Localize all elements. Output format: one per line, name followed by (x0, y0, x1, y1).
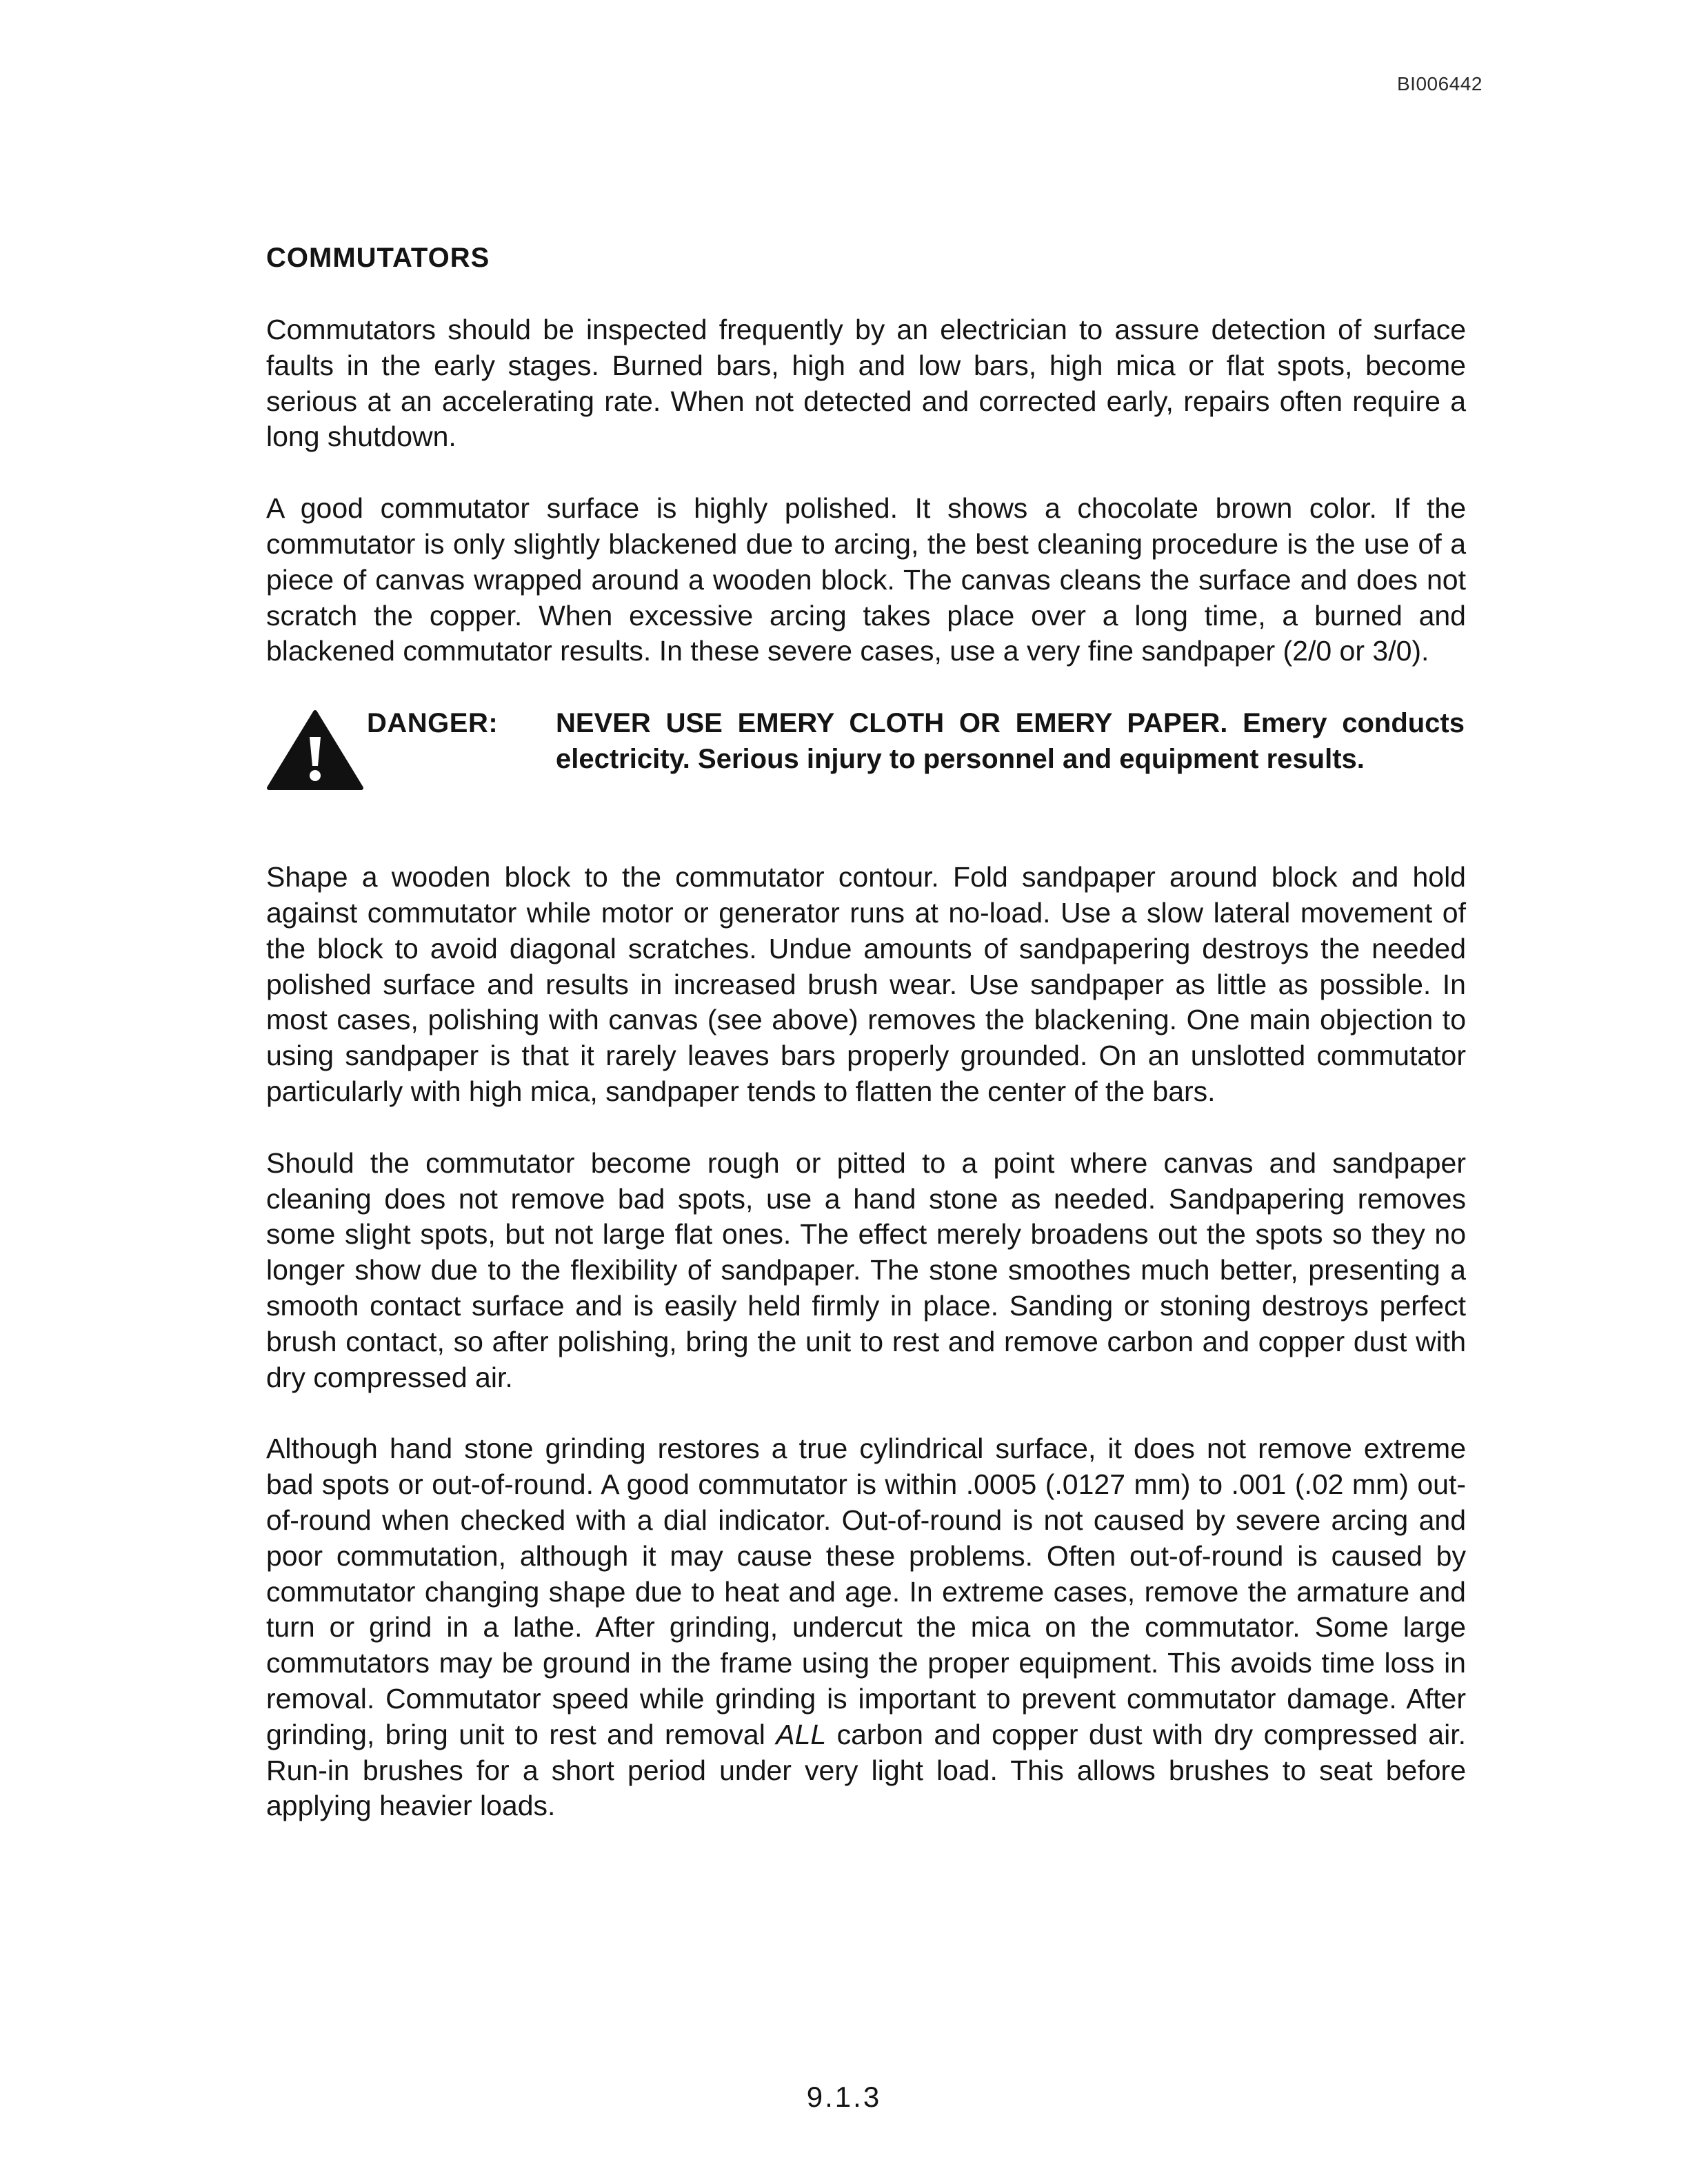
paragraph-inspection: Commutators should be inspected frequently by an electrician to assure detection of surface faults in the early stages. Burned bars, high and low bars, high mica or flat spots, become serious at an accelerating rate. When not detected and corrected early, repairs often require a long shutdown. (266, 314, 1466, 453)
document-id: BI006442 (1397, 73, 1483, 94)
paragraph-grinding (266, 1431, 1466, 1824)
danger-notice (266, 705, 1466, 816)
warning-triangle-icon (266, 709, 364, 791)
paragraph-grinding-part2: carbon and copper dust with dry compressed air. Run-in brushes for a short period under very light load. This allows brushes to seat before applying heavier loads. (266, 1718, 1466, 1822)
danger-text: NEVER USE EMERY CLOTH OR EMERY PAPER. Emery conducts electricity. Serious injury to personnel and equipment results. (556, 708, 1465, 775)
page-number: 9.1.3 (806, 2081, 882, 2113)
paragraph-sandpaper: Shape a wooden block to the commutator contour. Fold sandpaper around block and hold against commutator while motor or generator runs at no-load. Use a slow lateral movement of the block to avoid diagonal scratches. Undue amounts of sandpapering destroys the needed polished surface and results in increased brush wear. Use sandpaper as little as possible. In most cases, polishing with canvas (see above) removes the blackening. One main objection to using sandpaper is that it rarely leaves bars properly grounded. On an unslotted commutator particularly with high mica, sandpaper tends to flatten the center of the bars. (266, 861, 1466, 1107)
emphasis-all: ALL (776, 1718, 827, 1750)
paragraph-surface: A good commutator surface is highly polished. It shows a chocolate brown color. If the commutator is only slightly blackened due to arcing, the best cleaning procedure is the use of a piece of canvas wrapped around a wooden block. The canvas cleans the surface and does not scratch the copper. When excessive arcing takes place over a long time, a burned and blackened commutator results. In these severe cases, use a very fine sandpaper (2/0 or 3/0). (266, 492, 1466, 667)
section-title: COMMUTATORS (266, 243, 490, 273)
danger-label: DANGER: (367, 708, 499, 739)
paragraph-grinding-part1: Although hand stone grinding restores a true cylindrical surface, it does not remove extreme bad spots or out-of-round. A good commutator is within .0005 (.0127 mm) to .001 (.02 mm) out-of-round when checked with a dial indicator. Out-of-round is not caused by severe arcing and poor commutation, although it may cause these problems. Often out-of-round is caused by commutator changing shape due to heat and age. In extreme cases, remove the armature and turn or grind in a lathe. After grinding, undercut the mica on the commutator. Some large commutators may be ground in the frame using the proper equipment. This avoids time loss in removal. Commutator speed while grinding is important to prevent commutator damage. After grinding, bring unit to rest and removal (266, 1433, 1466, 1750)
paragraph-hand-stone: Should the commutator become rough or pitted to a point where canvas and sandpaper cleaning does not remove bad spots, use a hand stone as needed. Sandpapering removes some slight spots, but not large flat ones. The effect merely broadens out the spots so they no longer show due to the flexibility of sandpaper. The stone smoothes much better, presenting a smooth contact surface and is easily held firmly in place. Sanding or stoning destroys perfect brush contact, so after polishing, bring the unit to rest and remove carbon and copper dust with dry compressed air. (266, 1146, 1466, 1393)
page-content (266, 243, 1466, 1860)
